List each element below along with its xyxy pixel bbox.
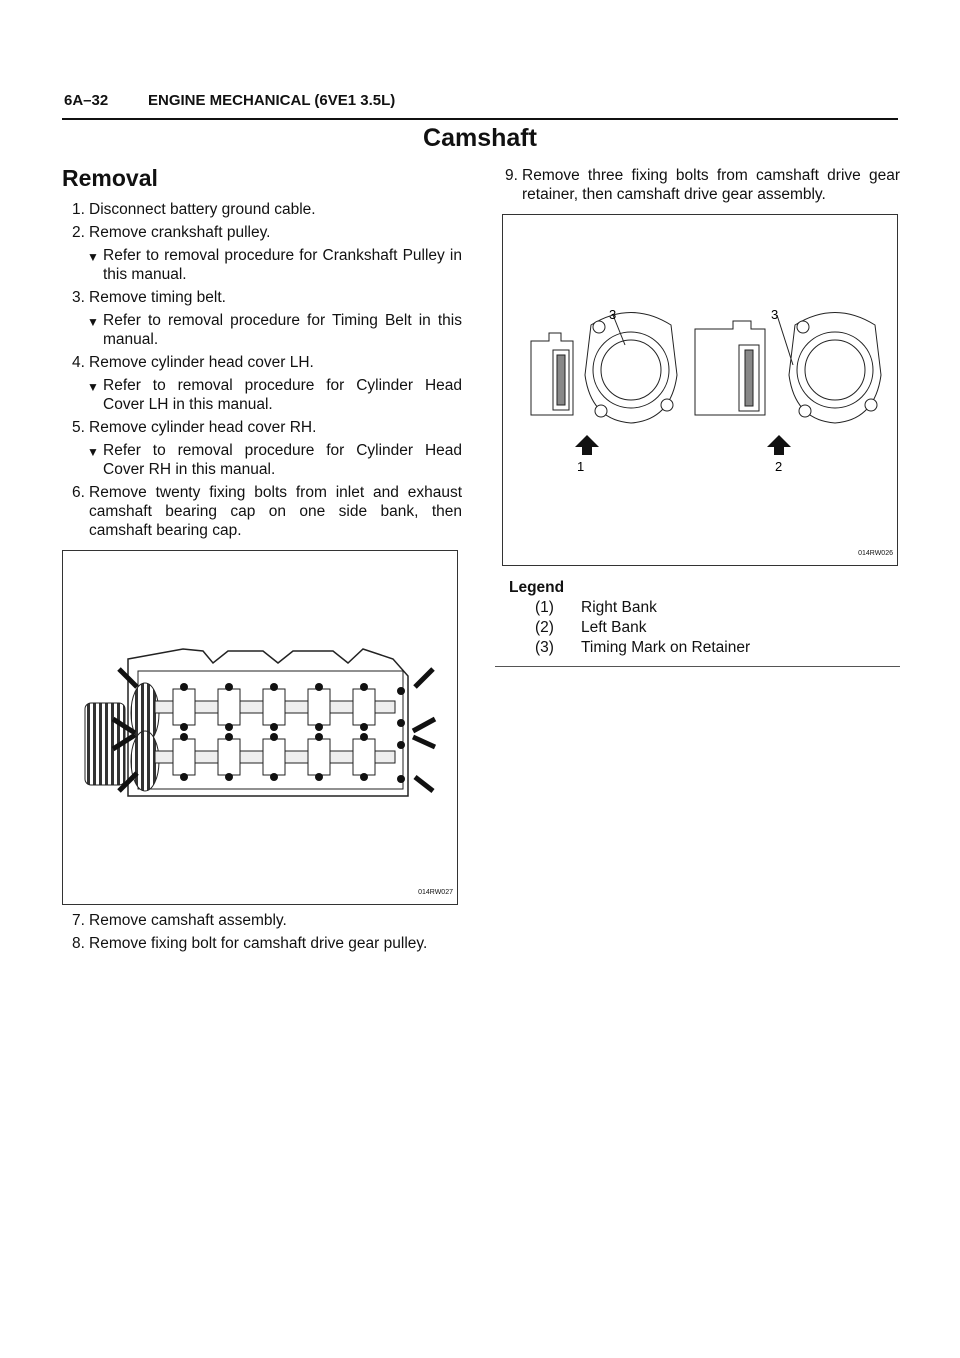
note-marker-icon: ▼	[87, 315, 99, 329]
figure-cylinder-head	[62, 550, 458, 905]
note-marker-icon: ▼	[87, 250, 99, 264]
callout-1: 1	[577, 459, 585, 474]
step-item	[495, 166, 900, 204]
step-item	[62, 934, 462, 953]
legend-item: (3) Timing Mark on Retainer	[535, 639, 751, 656]
step-text: Remove twenty fixing bolts from inlet and exhaust camshaft bearing cap on one side bank, then camshaft bearing cap.	[89, 484, 462, 539]
steps-list-right	[495, 166, 900, 204]
step-text: Remove timing belt.	[89, 289, 226, 306]
retainer-illustration	[503, 215, 897, 565]
figure-caption: 014RW027	[418, 889, 453, 896]
step-item	[62, 418, 462, 437]
callout-3-left: 3	[609, 307, 617, 322]
step-item	[62, 483, 462, 540]
step-item	[62, 288, 462, 307]
cylinder-head-illustration	[63, 551, 457, 904]
step-item	[62, 911, 462, 930]
step-text: Remove crankshaft pulley.	[89, 224, 271, 241]
step-item	[62, 353, 462, 372]
callout-3-right: 3	[771, 307, 779, 322]
step-text: Remove fixing bolt for camshaft drive gear pulley.	[89, 935, 428, 952]
section-title: ENGINE MECHANICAL (6VE1 3.5L)	[148, 92, 396, 109]
step-number: 6.	[72, 484, 85, 501]
step-number: 7.	[72, 912, 85, 929]
step-number: 5.	[72, 419, 85, 436]
section-subheading: Removal	[62, 165, 158, 191]
legend-item: (2) Left Bank	[535, 619, 647, 636]
note-text: Refer to removal procedure for Cylinder Head Cover LH in this manual.	[103, 377, 462, 413]
note-text: Refer to removal procedure for Timing Belt in this manual.	[103, 312, 462, 348]
legend-item: (1) Right Bank	[535, 599, 657, 616]
step-number: 8.	[72, 935, 85, 952]
step-number: 3.	[72, 289, 85, 306]
note-text: Refer to removal procedure for Crankshaft Pulley in this manual.	[103, 247, 462, 283]
step-item	[62, 200, 462, 219]
steps-list	[62, 200, 462, 540]
right-column	[495, 166, 900, 566]
step-number: 2.	[72, 224, 85, 241]
step-note	[62, 376, 462, 414]
step-note	[62, 311, 462, 349]
figure-caption: 014RW026	[858, 550, 893, 557]
step-number: 1.	[72, 201, 85, 218]
callout-2: 2	[775, 459, 783, 474]
step-number: 4.	[72, 354, 85, 371]
note-marker-icon: ▼	[87, 380, 99, 394]
step-note	[62, 246, 462, 284]
step-text: Remove camshaft assembly.	[89, 912, 287, 929]
note-marker-icon: ▼	[87, 445, 99, 459]
note-text: Refer to removal procedure for Cylinder Head Cover RH in this manual.	[103, 442, 462, 478]
page-number: 6A–32	[64, 92, 109, 109]
legend	[495, 578, 900, 658]
step-number: 9.	[505, 167, 518, 184]
step-text: Remove cylinder head cover RH.	[89, 419, 317, 436]
step-text: Remove cylinder head cover LH.	[89, 354, 314, 371]
step-note	[62, 441, 462, 479]
legend-heading: Legend	[509, 579, 565, 596]
step-text: Remove three fixing bolts from camshaft drive gear retainer, then camshaft drive gear assembly.	[522, 167, 900, 203]
steps-list-continued	[62, 911, 462, 953]
left-column	[62, 200, 462, 957]
page-title: Camshaft	[423, 124, 537, 152]
divider	[495, 666, 900, 667]
step-item	[62, 223, 462, 242]
step-text: Disconnect battery ground cable.	[89, 201, 316, 218]
figure-drive-gear-retainer	[502, 214, 898, 566]
page-header	[62, 92, 898, 120]
